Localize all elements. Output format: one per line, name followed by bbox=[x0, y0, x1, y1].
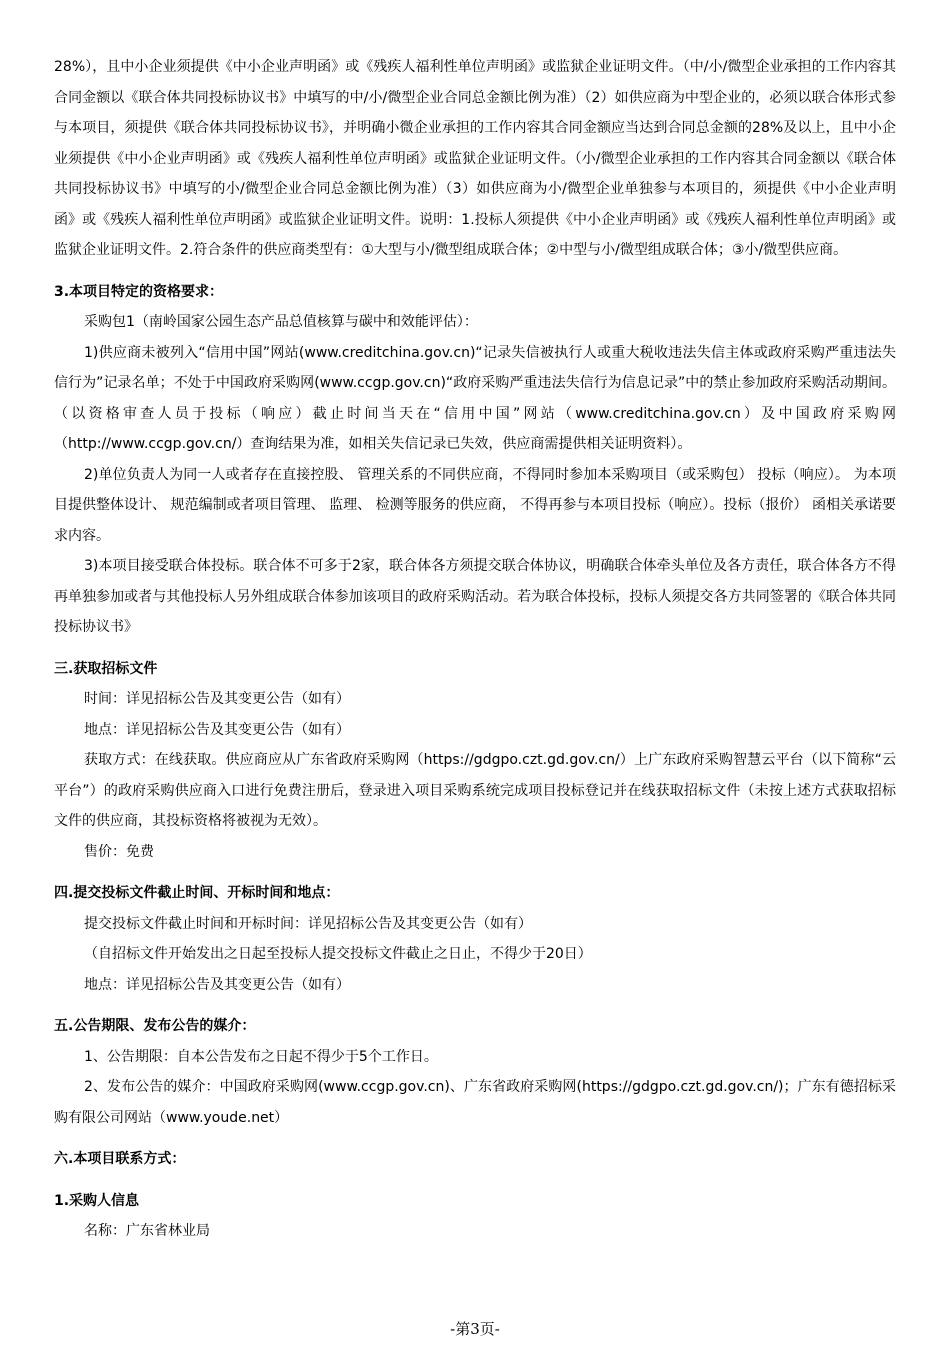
section-3-title: 三.获取招标文件 bbox=[54, 660, 158, 677]
requirement-3: 3)本项目接受联合体投标。联合体不可多于2家，联合体各方须提交联合体协议，明确联合体牵头单位及各方责任，联合体各方不得再单独参加或者与其他投标人另外组成联合体参加该项目的政府采购活动。若为联合体投标，投标人须提交各方共同签署的《联合体共同投标协议书》 bbox=[54, 558, 896, 635]
page-number: -第3页- bbox=[450, 1320, 500, 1338]
section-4-deadline: 提交投标文件截止时间和开标时间：详见招标公告及其变更公告（如有） bbox=[84, 915, 532, 932]
requirement-1: 1)供应商未被列入“信用中国”网站(www.creditchina.gov.cn)“记录失信被执行人或重大税收违法失信主体或政府采购严重违法失信行为”记录名单；不处于中国政府采购网(www.ccgp.gov.cn)“政府采购严重违法失信行为信息记录”中的禁止参加政府采购活动期间。（以资格审查人员于投标（响应）截止时间当天在“信用中国”网站（www.creditchina.gov.cn）及中国政府采购网（http://www.ccgp.gov.cn/）查询结果为准，如相关失信记录已失效，供应商需提供相关证明资料）。 bbox=[54, 344, 896, 452]
paragraph-sme-requirements: 28%），且中小企业须提供《中小企业声明函》或《残疾人福利性单位声明函》或监狱企业证明文件。（中/小/微型企业承担的工作内容其合同金额以《联合体共同投标协议书》中填写的中/小/微型企业合同总金额比例为准）（2）如供应商为中型企业的，必须以联合体形式参与本项目，须提供《联合体共同投标协议书》，并明确小微企业承担的工作内容其合同金额应当达到合同总金额的28%及以上，且中小企业须提供《中小企业声明函》或《残疾人福利性单位声明函》或监狱企业证明文件。（小/微型企业承担的工作内容其合同金额以《联合体共同投标协议书》中填写的小/微型企业合同总金额比例为准）（3）如供应商为小/微型企业单独参与本项目的，须提供《中小企业声明函》或《残疾人福利性单位声明函》或监狱企业证明文件。说明：1.投标人须提供《中小企业声明函》或《残疾人福利性单位声明函》或监狱企业证明文件。2.符合条件的供应商类型有：①大型与小/微型组成联合体；②中型与小/微型组成联合体；③小/微型供应商。 bbox=[54, 59, 896, 258]
section-5-title: 五.公告期限、发布公告的媒介： bbox=[54, 1018, 256, 1034]
section-4-note: （自招标文件开始发出之日起至投标人提交投标文件截止之日止，不得少于20日） bbox=[84, 946, 592, 962]
section-3-method: 获取方式：在线获取。供应商应从广东省政府采购网（https://gdgpo.czt.gd.gov.cn/）上广东政府采购智慧云平台（以下简称“云平台”）的政府采购供应商入口进行免费注册后，登录进入项目采购系统完成项目投标登记并在线获取招标文件（未按上述方式获取招标文件的供应商，其投标资格将被视为无效）。 bbox=[54, 752, 896, 829]
purchaser-name: 名称：广东省林业局 bbox=[84, 1223, 210, 1239]
section-4-title: 四.提交投标文件截止时间、开标时间和地点： bbox=[54, 885, 340, 901]
section-3-price: 售价：免费 bbox=[84, 843, 154, 860]
package-label: 采购包1（南岭国家公园生态产品总值核算与碳中和效能评估）： bbox=[84, 314, 478, 330]
section-5-item-1: 1、公告期限：自本公告发布之日起不得少于5个工作日。 bbox=[84, 1048, 438, 1065]
document-body bbox=[54, 52, 896, 1247]
section-3-time: 时间：详见招标公告及其变更公告（如有） bbox=[84, 691, 350, 707]
requirement-2: 2)单位负责人为同一人或者存在直接控股、 管理关系的不同供应商，不得同时参加本采购项目（或采购包） 投标（响应）。 为本项目提供整体设计、 规范编制或者项目管理、 监理、 检测等服务的供应商， 不得再参与本项目投标（响应）。投标（报价） 函相关承诺要求内容。 bbox=[54, 466, 896, 544]
section-3-place: 地点：详见招标公告及其变更公告（如有） bbox=[84, 721, 350, 738]
section-6-subtitle-purchaser: 1.采购人信息 bbox=[54, 1192, 140, 1209]
heading-specific-qualifications: 3.本项目特定的资格要求： bbox=[54, 283, 224, 300]
section-4-place: 地点：详见招标公告及其变更公告（如有） bbox=[84, 976, 350, 993]
section-5-item-2: 2、发布公告的媒介：中国政府采购网(www.ccgp.gov.cn)、广东省政府采购网(https://gdgpo.czt.gd.gov.cn/)；广东有德招标采购有限公司网站（www.youde.net） bbox=[54, 1079, 896, 1126]
section-6-title: 六.本项目联系方式： bbox=[54, 1151, 186, 1167]
